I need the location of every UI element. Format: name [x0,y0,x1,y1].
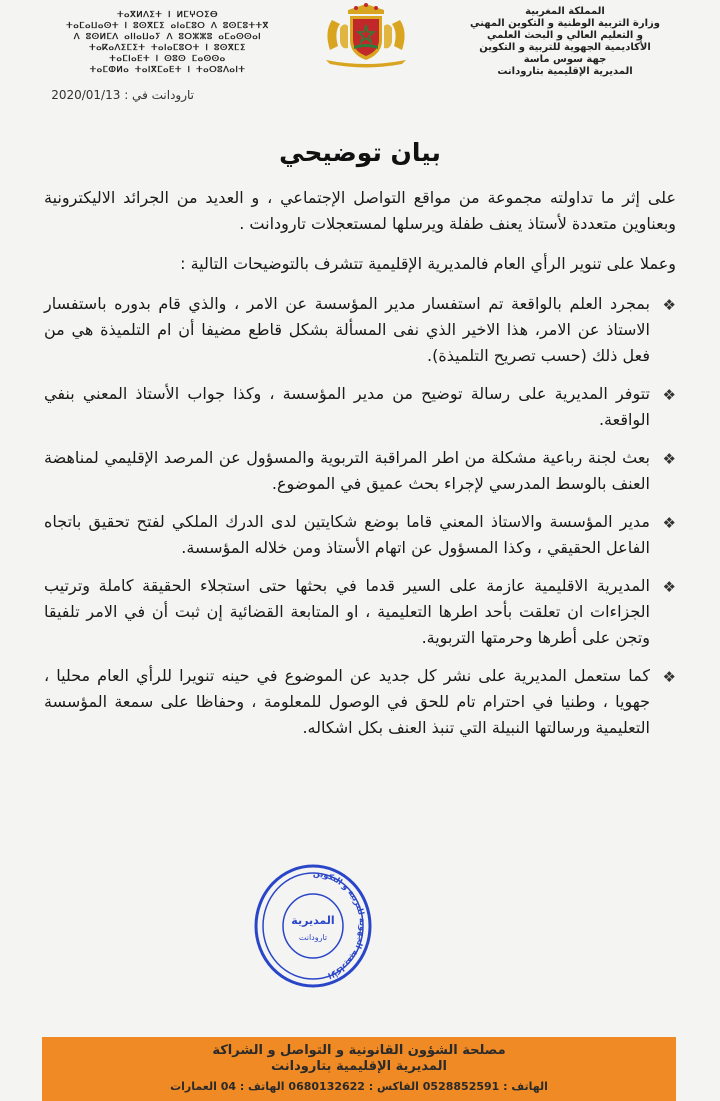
list-item-text: كما ستعمل المديرية على نشر كل جديد عن الموضوع في حينه تنويرا للرأي العام محليا ، جهويا ، وطنيا في احترام تام للحق في الوصول للمعلومة ، وحفاظا على سمعة المؤسسة التعليمية ورسالتها النبيلة التي تنبذ العنف بكل اشكاله. [44,666,650,737]
header-line: جهة سوس ماسة [523,54,607,65]
header-ministry-tifinagh [40,10,295,76]
diamond-bullet-icon: ❖ [662,514,676,532]
header-line: ⵜⴰⵎⴰⵡⴰⵙⵜ ⵏ ⵓⵙⴳⵎⵉ ⴰⵏⴰⵎⵓⵔ ⴷ ⵓⵙⵎⵓⵜⵜⴳ [66,21,269,31]
list-item-text: تتوفر المديرية على رسالة توضيح من مدير المؤسسة ، وكذا جواب الأستاذ المعني بنفي الواقعة. [44,384,650,429]
clarification-list [44,291,676,741]
lead-paragraph: وعملا على تنوير الرأي العام فالمديرية الإقليمية تتشرف بالتوضيحات التالية : [180,254,676,273]
seal-ring-text: الأكاديمية الجهوية للتربية و التكوين [312,868,368,981]
header-line: ⵜⴰⵎⵏⴰⴹⵜ ⵏ ⵙⵓⵙ ⵎⴰⵙⵙⴰ [109,54,226,64]
header-line: ⵜⴰⴽⴰⴷⵉⵎⵉⵜ ⵜⴰⵏⴰⵎⵓⵔⵜ ⵏ ⵓⵙⴳⵎⵉ [89,43,246,53]
coat-of-arms-emblem [318,2,414,68]
date-label: تارودانت في : [124,88,194,102]
diamond-bullet-icon: ❖ [662,386,676,404]
header-line: ⴷ ⵓⵙⵍⵎⴷ ⴰⵏⵏⴰⵡⴰⵢ ⴷ ⵓⵔⵣⵣⵓ ⴰⵎⴰⵙⵙⴰⵏ [73,32,262,42]
footer-banner [42,1037,676,1101]
header-line: الأكاديمية الجهوية للتربية و التكوين [479,42,651,53]
list-item [44,573,676,651]
header-line: المديرية الإقليمية بتارودانت [497,66,633,77]
seal-sub-text: تارودانت [298,933,328,942]
page-title: بيان توضيحي [279,138,441,167]
diamond-bullet-icon: ❖ [662,296,676,314]
list-item [44,381,676,433]
list-item [44,445,676,497]
intro-paragraph: على إثر ما تداولته مجموعة من مواقع التواصل الإجتماعي ، و العديد من الجرائد الاليكترونية وبعناوين متعددة لأستاذ يعنف طفلة ويرسلها لمستعجلات تارودانت . [44,188,676,233]
statement-body [44,185,676,753]
header-ministry-arabic [440,6,690,78]
header-line: المملكة المغربية [525,6,605,17]
issue-date [51,88,194,102]
list-item-text: المديرية الاقليمية عازمة على السير قدما في بحثها حتى استجلاء الحقيقة كاملة وترتيب الجزاءات ان تعلقت بأحد اطرها التعليمية ، او المتابعة القضائية إن ثبت أن في الامر تلفيقا وتجن على أطرها وحرمتها التربوية. [44,576,650,647]
list-item-text: مدير المؤسسة والاستاذ المعني قاما بوضع شكايتين لدى الدرك الملكي لفتح تحقيق باتجاه الفاعل الحقيقي ، وكذا المسؤول عن اتهام الأستاذ ومن خلاله المؤسسة. [44,512,650,557]
diamond-bullet-icon: ❖ [662,578,676,596]
diamond-bullet-icon: ❖ [662,668,676,686]
date-value: 2020/01/13 [51,88,121,102]
header-line: و التعليم العالي و البحث العلمي [487,30,643,41]
list-item [44,663,676,741]
header-line: وزارة التربية الوطنية و التكوين المهني [470,18,660,29]
seal-center-text: المديرية [291,914,335,927]
footer-contact: الهاتف : 0528852591 الفاكس : 0680132622 الهاتف : 04 العمارات [170,1080,548,1093]
official-stamp-seal [252,862,374,990]
header-line: ⵜⴰⴳⵍⴷⵉⵜ ⵏ ⵍⵎⵖⵔⵉⴱ [116,10,219,20]
list-item-text: بعث لجنة رباعية مشكلة من اطر المراقبة التربوية والمسؤول عن المرصد الإقليمي لمناهضة العنف بالوسط المدرسي لإجراء بحث عميق في الموضوع. [44,448,650,493]
list-item-text: بمجرد العلم بالواقعة تم استفسار مدير المؤسسة عن الامر ، والذي قام بدوره باستفسار الاستاذ عن الامر، هذا الاخير الذي نفى المسألة بشكل قاطع مضيفا أن ام التلميذة هي من فعل ذلك (حسب تصريح التلميذة). [44,294,650,365]
header-line: ⵜⴰⵎⵀⵍⴰ ⵜⴰⵏⴳⵎⴰⴹⵜ ⵏ ⵜⴰⵔⵓⴷⴰⵏⵜ [89,65,246,75]
footer-directorate: المديرية الإقليمية بتارودانت [271,1059,447,1074]
footer-service-name: مصلحة الشؤون القانونية و التواصل و الشراكة [212,1043,506,1058]
list-item [44,509,676,561]
diamond-bullet-icon: ❖ [662,450,676,468]
list-item [44,291,676,369]
